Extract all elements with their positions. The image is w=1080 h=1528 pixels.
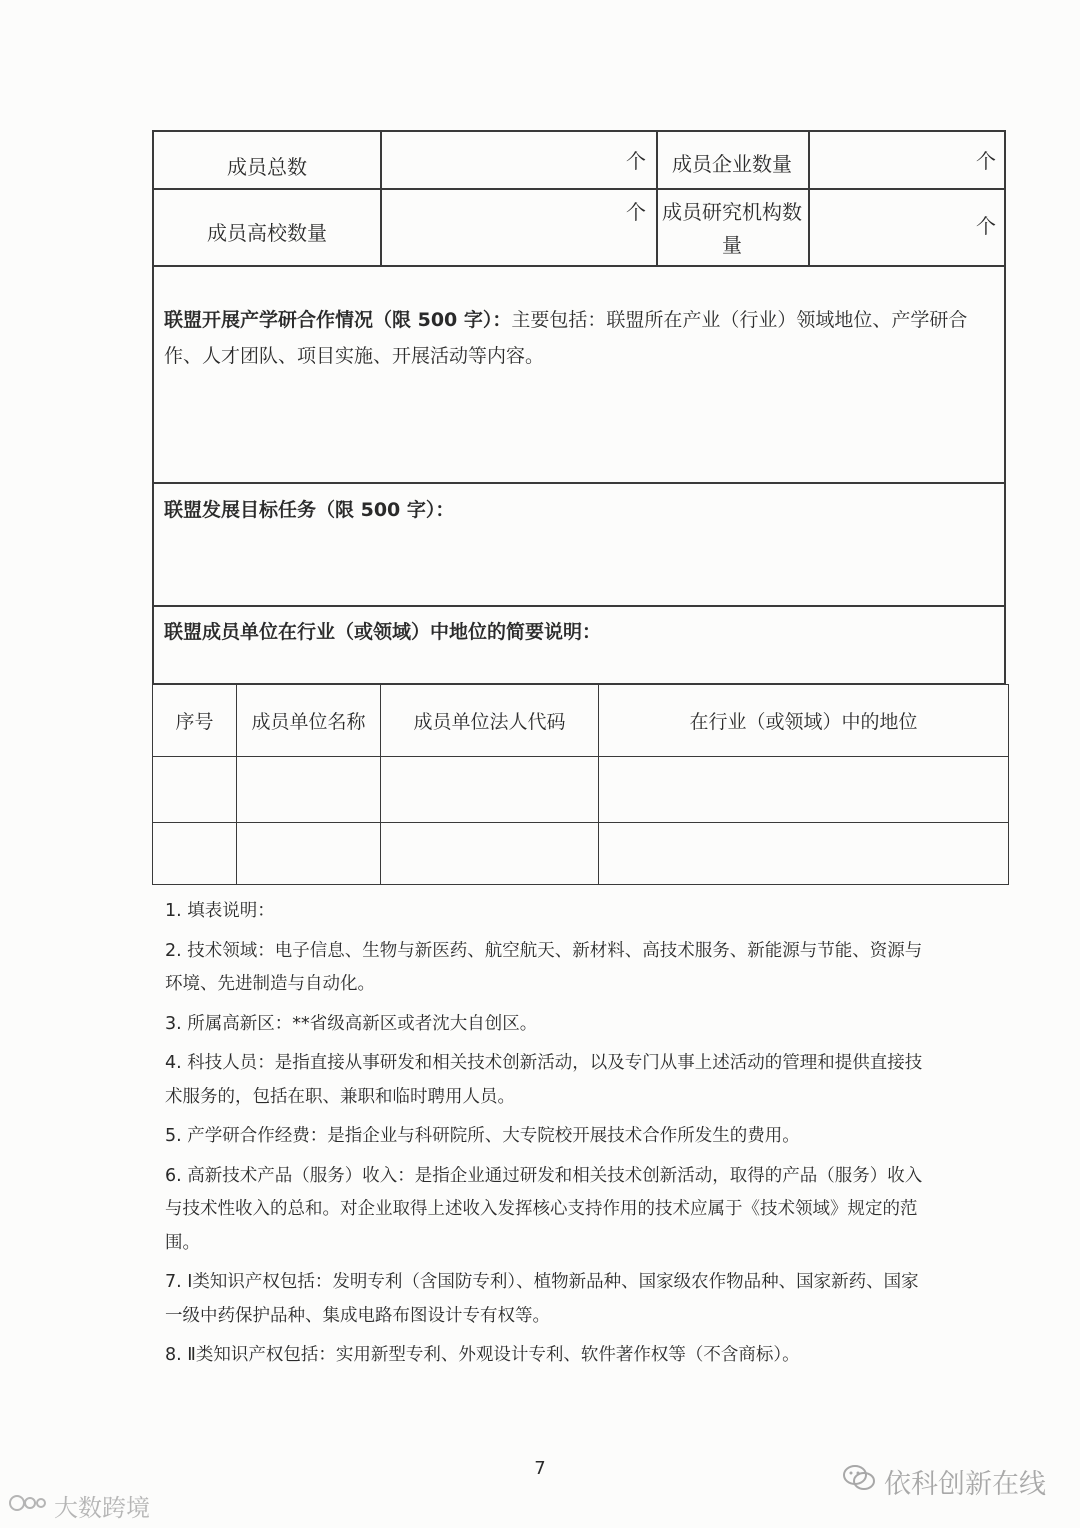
total-members-label: 成员总数: [227, 155, 307, 179]
row-divider: [154, 482, 1004, 484]
col-header-name: 成员单位名称: [237, 685, 381, 757]
table-row: [153, 757, 1009, 823]
table-cell[interactable]: [237, 823, 381, 885]
table-cell[interactable]: [153, 757, 237, 823]
university-count-label: 成员高校数量: [207, 221, 327, 245]
col-header-status: 在行业（或领域）中的地位: [599, 685, 1009, 757]
member-status-title: 联盟成员单位在行业（或领域）中地位的简要说明：: [164, 621, 602, 643]
note-item: 2. 技术领域：电子信息、生物与新医药、航空航天、新材料、高技术服务、新能源与节能、资源与环境、先进制造与自动化。: [165, 940, 923, 994]
notes: [165, 895, 925, 1379]
note-item: 6. 高新技术产品（服务）收入：是指企业通过研发和相关技术创新活动，取得的产品（服务）收入与技术性收入的总和。对企业取得上述收入发挥核心支持作用的技术应属于《技术领域》规定的范围。: [165, 1165, 923, 1253]
table-cell[interactable]: [599, 823, 1009, 885]
enterprise-count-label: 成员企业数量: [672, 152, 792, 176]
row-divider: [154, 605, 1004, 607]
note-item: 1. 填表说明：: [165, 901, 275, 921]
col-divider: [380, 132, 382, 266]
institute-count-unit: 个: [976, 214, 996, 238]
watermark-left-text: 大数跨境: [54, 1494, 150, 1522]
form-frame: [152, 130, 1006, 685]
total-members-unit: 个: [626, 149, 646, 173]
table-header-row: [153, 685, 1009, 757]
table-cell[interactable]: [381, 823, 599, 885]
row-divider: [154, 188, 1004, 190]
note-item: 5. 产学研合作经费：是指企业与科研院所、大专院校开展技术合作所发生的费用。: [165, 1126, 800, 1146]
enterprise-count-unit: 个: [976, 149, 996, 173]
table-cell[interactable]: [153, 823, 237, 885]
logo-icon: [8, 1490, 48, 1522]
col-divider: [808, 132, 810, 266]
table-cell[interactable]: [381, 757, 599, 823]
note-item: 7. Ⅰ类知识产权包括：发明专利（含国防专利）、植物新品种、国家级农作物品种、国家新药、国家一级中药保护品种、集成电路布图设计专有权等。: [165, 1272, 919, 1326]
table-cell[interactable]: [599, 757, 1009, 823]
watermark-right: [842, 1462, 1046, 1501]
note-item: 4. 科技人员：是指直接从事研发和相关技术创新活动，以及专门从事上述活动的管理和提供直接技术服务的，包括在职、兼职和临时聘用人员。: [165, 1053, 923, 1107]
page-number: 7: [534, 1458, 546, 1479]
cooperation-title: 联盟开展产学研合作情况（限 500 字）：: [164, 309, 512, 331]
col-header-index: 序号: [153, 685, 237, 757]
table-cell[interactable]: [237, 757, 381, 823]
row-divider: [154, 265, 1004, 267]
watermark-right-text: 依科创新在线: [884, 1469, 1046, 1500]
note-item: 8. Ⅱ类知识产权包括：实用新型专利、外观设计专利、软件著作权等（不含商标）。: [165, 1345, 800, 1365]
col-header-code: 成员单位法人代码: [381, 685, 599, 757]
watermark-left: [8, 1488, 150, 1523]
wechat-icon: [842, 1463, 876, 1500]
university-count-unit: 个: [626, 200, 646, 224]
cooperation-desc: 主要包括：联盟所在产业（行业）领域地位、产学研合作、人才团队、项目实施、开展活动等内容。: [164, 309, 968, 367]
cooperation-section: [164, 302, 1000, 374]
note-item: 3. 所属高新区：**省级高新区或者沈大自创区。: [165, 1013, 538, 1034]
table-row: [153, 823, 1009, 885]
institute-count-label: 成员研究机构数 量: [662, 200, 802, 257]
member-table: [152, 684, 1009, 885]
goals-title: 联盟发展目标任务（限 500 字）：: [164, 499, 455, 521]
